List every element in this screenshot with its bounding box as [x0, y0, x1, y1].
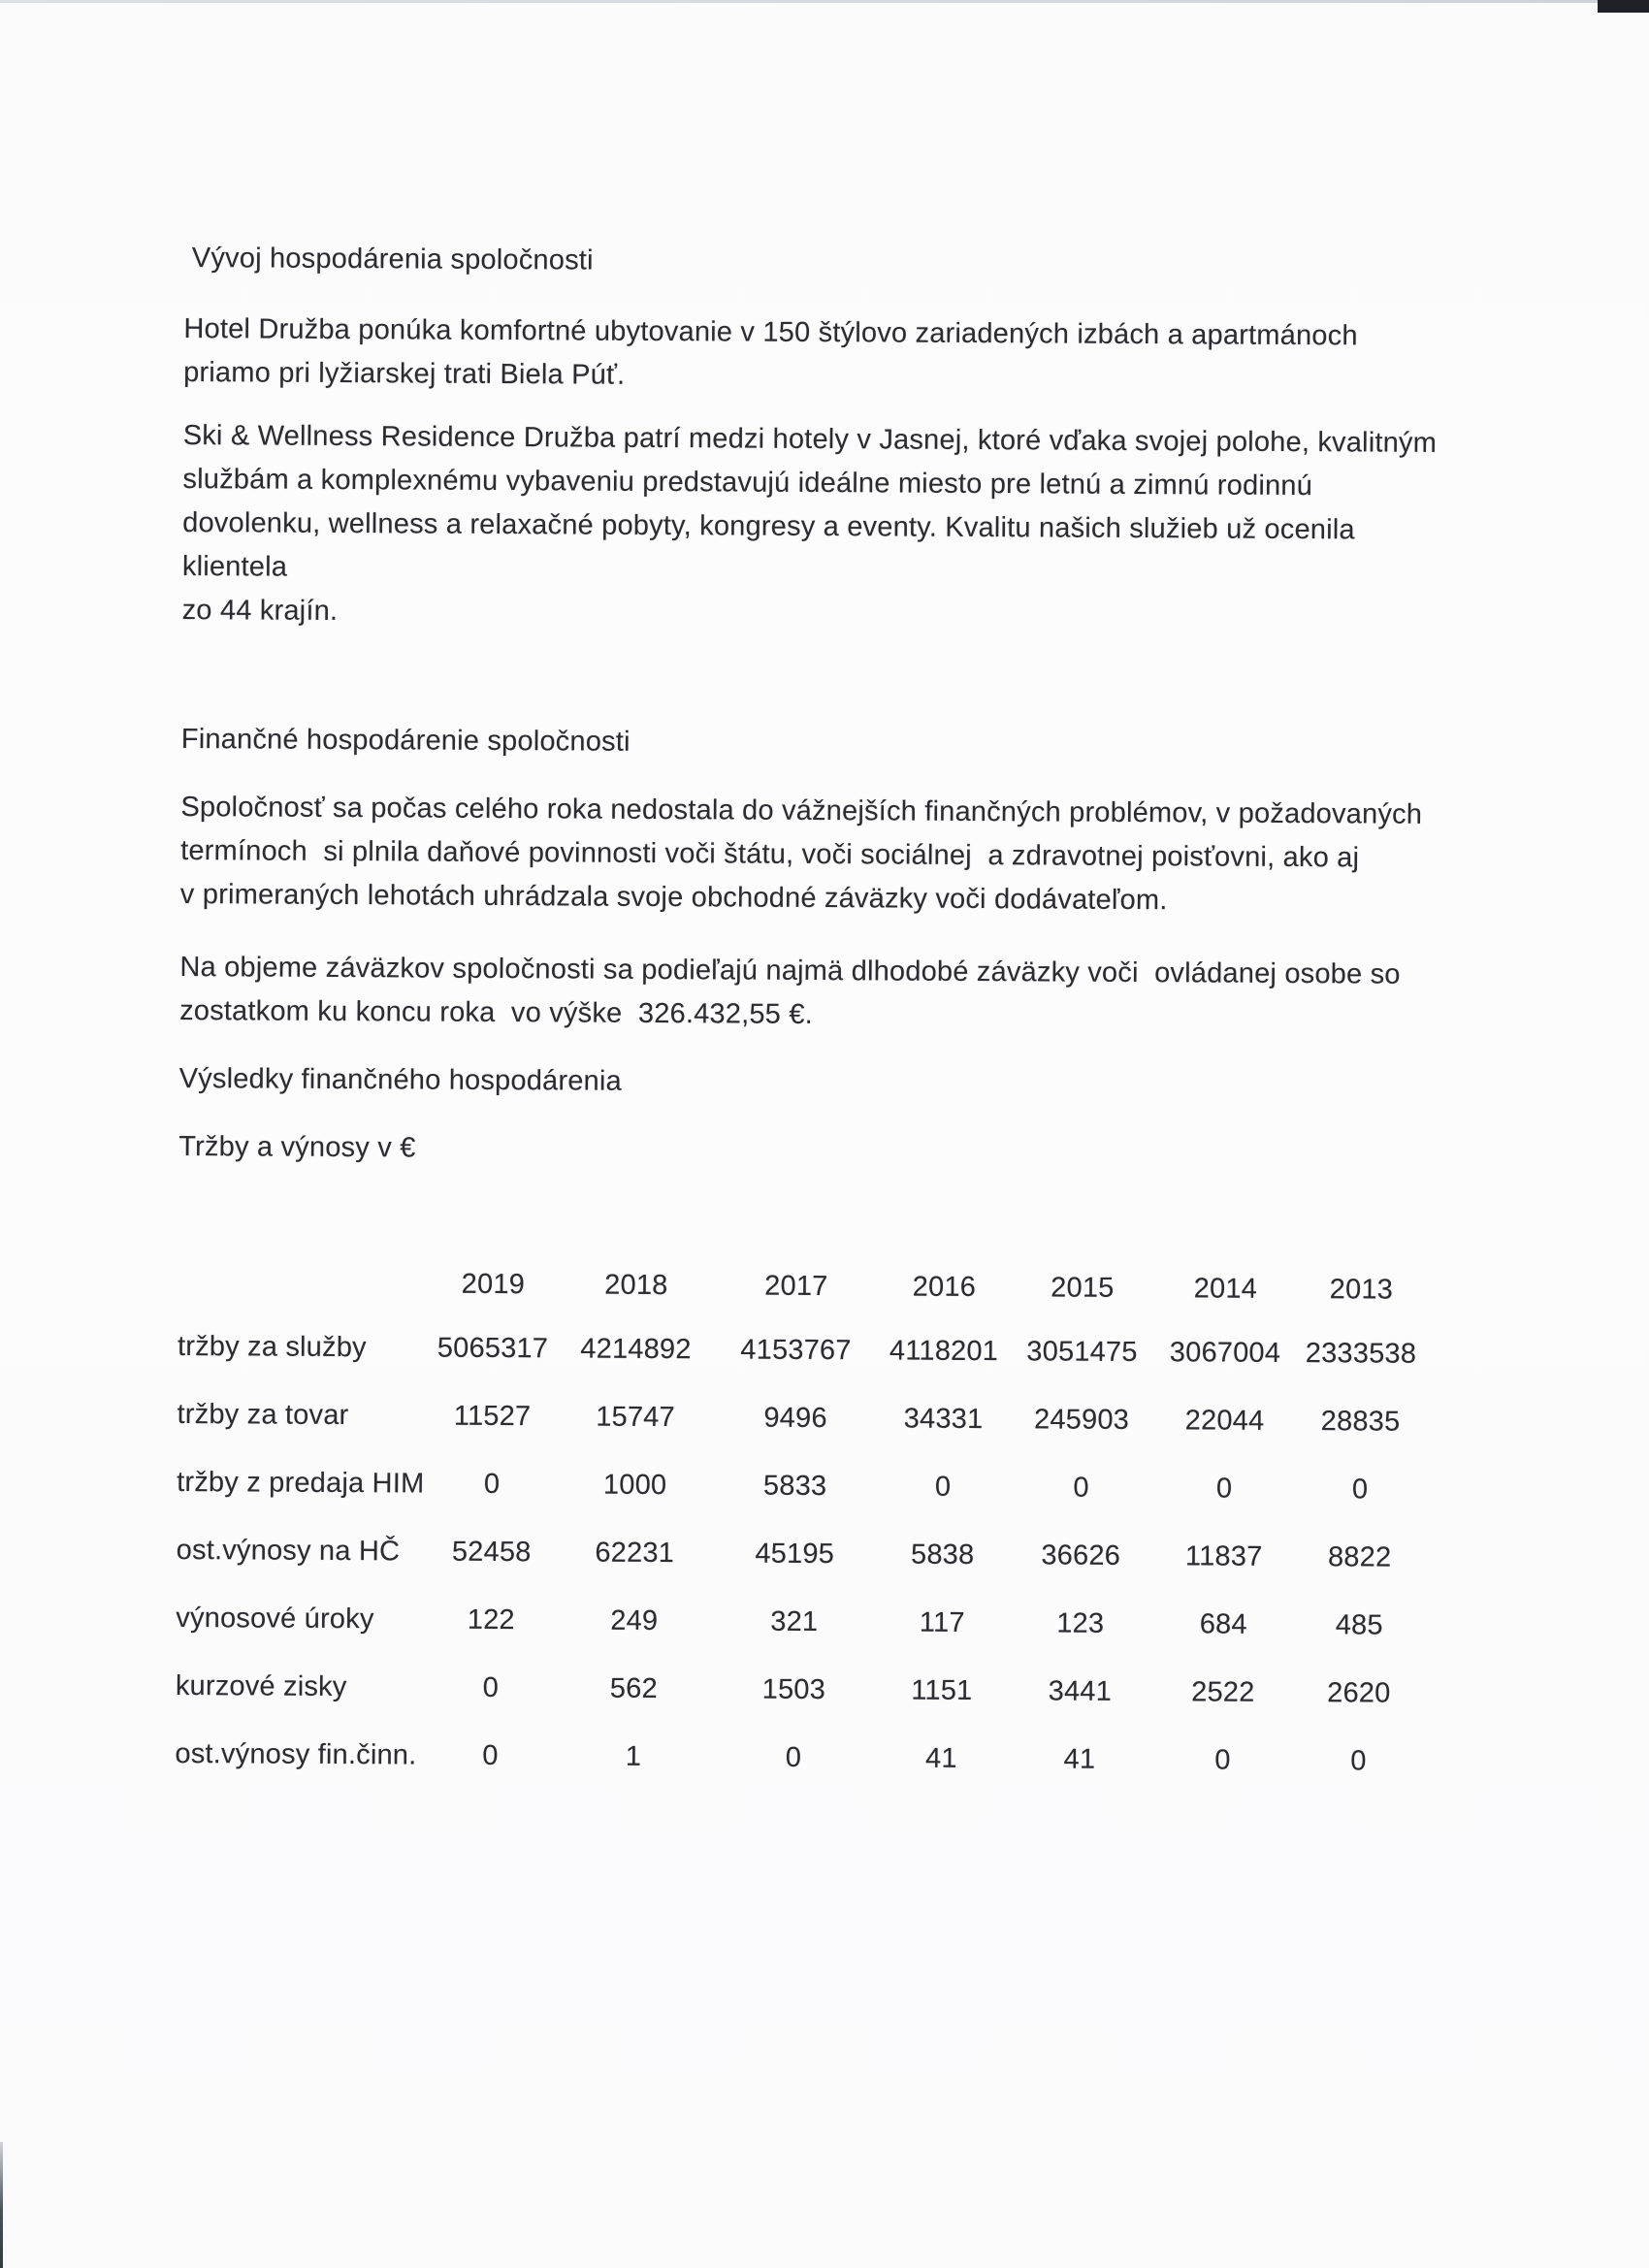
table-row-label: ost.výnosy fin.činn. [175, 1737, 417, 1771]
table-row [177, 1393, 1438, 1469]
table-value-cell: 1000 [602, 1469, 667, 1502]
table-value-cell: 0 [482, 1739, 499, 1772]
table-row [177, 1461, 1438, 1537]
table-value-cell: 2333538 [1305, 1338, 1417, 1370]
table-value-cell: 11837 [1184, 1540, 1263, 1572]
table-value-cell: 562 [609, 1672, 658, 1705]
table-value-cell: 0 [934, 1471, 952, 1503]
scan-top-edge-line [0, 0, 1649, 3]
table-value-cell: 9496 [763, 1402, 827, 1435]
table-value-cell: 245903 [1033, 1404, 1130, 1436]
document-content [175, 237, 1455, 1808]
table-value-cell: 45195 [755, 1538, 835, 1571]
table-row [176, 1597, 1437, 1672]
table-header-row [178, 1261, 1439, 1333]
table-value-cell: 249 [610, 1604, 659, 1637]
table-value-cell: 3051475 [1026, 1336, 1138, 1369]
text-line: zo 44 krajín. [181, 594, 339, 627]
table-value-cell: 28835 [1320, 1406, 1401, 1438]
table-value-cell: 4153767 [740, 1334, 852, 1367]
table-value-cell: 123 [1056, 1607, 1105, 1639]
text-line: Hotel Družba ponúka komfortné ubytovanie v 150 štýlovo zariadených izbách a apartmánoch [183, 312, 1358, 352]
paragraph-financial-obligations [180, 786, 1452, 924]
table-row [175, 1733, 1436, 1808]
text-line: priamo pri lyžiarskej trati Biela Púť. [183, 356, 626, 391]
table-value-cell: 117 [919, 1606, 965, 1638]
text-line: Spoločnosť sa počas celého roka nedostala do vážnejších finančných problémov, v požadovaných [180, 791, 1423, 830]
table-value-cell: 0 [482, 1671, 500, 1704]
table-value-cell: 11527 [453, 1400, 532, 1433]
text-line: termínoch si plnila daňové povinnosti voči štátu, voči sociálnej a zdravotnej poisťovni, ako aj [180, 834, 1360, 874]
table-row-label: kurzové zisky [175, 1669, 347, 1703]
table-row-label: tržby za tovar [177, 1398, 349, 1432]
table-row [176, 1665, 1437, 1740]
table-value-cell: 1151 [911, 1674, 973, 1706]
table-value-cell: 15747 [596, 1401, 676, 1434]
text-line: Na objeme záväzkov spoločnosti sa podieľajú najmä dlhodobé záväzky voči ovládanej osobe so [179, 951, 1401, 990]
table-value-cell: 4214892 [580, 1333, 692, 1366]
table-value-cell: 52458 [451, 1536, 532, 1569]
table-value-cell: 122 [467, 1604, 515, 1636]
table-value-cell: 5833 [762, 1470, 827, 1503]
table-value-cell: 0 [1351, 1474, 1369, 1506]
scan-corner-mark [1598, 0, 1649, 13]
table-value-cell: 0 [1214, 1744, 1231, 1776]
table-year-header: 2019 [461, 1268, 526, 1301]
table-value-cell: 22044 [1184, 1405, 1265, 1437]
table-value-cell: 8822 [1327, 1541, 1392, 1573]
table-year-header: 2013 [1329, 1274, 1394, 1306]
text-line: v primeraných lehotách uhrádzala svoje obchodné záväzky voči dodávateľom. [179, 878, 1168, 917]
table-value-cell: 2522 [1191, 1676, 1255, 1708]
table-value-cell: 0 [1350, 1745, 1367, 1777]
heading-financial-results: Výsledky finančného hospodárenia [178, 1062, 623, 1097]
table-value-cell: 34331 [903, 1403, 984, 1436]
table-value-cell: 41 [1063, 1743, 1096, 1775]
revenues-table [175, 1261, 1439, 1808]
text-line: službám a komplexnému vybaveniu predstavujú ideálne miesto pre letnú a zimnú rodinnú [182, 463, 1313, 502]
table-year-header: 2017 [764, 1270, 828, 1303]
table-value-cell: 1503 [761, 1673, 826, 1706]
table-value-cell: 321 [770, 1605, 819, 1638]
table-year-header: 2014 [1193, 1273, 1258, 1305]
table-value-cell: 4118201 [889, 1335, 999, 1368]
table-value-cell: 36626 [1041, 1539, 1121, 1571]
table-row [178, 1325, 1439, 1401]
table-value-cell: 0 [1215, 1473, 1233, 1505]
scan-left-edge-line [0, 2142, 3, 2268]
table-value-cell: 2620 [1327, 1677, 1391, 1709]
paragraph-hotel-intro [183, 308, 1455, 403]
table-value-cell: 41 [924, 1742, 957, 1774]
table-year-header: 2015 [1051, 1272, 1115, 1304]
table-value-cell: 485 [1335, 1609, 1383, 1641]
table-value-cell: 5838 [910, 1539, 975, 1571]
text-line: dovolenku, wellness a relaxačné pobyty, kongresy a eventy. Kvalitu našich služieb už ocenila klientela [181, 506, 1364, 583]
text-line: zostatkom ku koncu roka vo výške 326.432,55 €. [179, 994, 814, 1030]
table-value-cell: 3067004 [1169, 1337, 1281, 1369]
table-value-cell: 62231 [595, 1537, 675, 1570]
table-row-label: ost.výnosy na HČ [176, 1534, 401, 1568]
table-year-header: 2018 [604, 1269, 668, 1302]
table-value-cell: 3441 [1048, 1675, 1113, 1707]
table-header-empty-cell [178, 1261, 421, 1263]
table-value-cell: 1 [625, 1740, 642, 1772]
table-row [176, 1529, 1437, 1604]
table-row-label: výnosové úroky [176, 1602, 374, 1636]
paragraph-ski-wellness [182, 414, 1454, 640]
text-line: Ski & Wellness Residence Družba patrí medzi hotely v Jasnej, ktoré vďaka svojej polohe, kvalitným [182, 419, 1438, 459]
table-body [175, 1325, 1439, 1808]
heading-revenues-title: Tržby a výnosy v € [178, 1130, 416, 1164]
table-value-cell: 0 [1073, 1472, 1089, 1504]
table-row-label: tržby z predaja HIM [177, 1466, 425, 1500]
table-value-cell: 684 [1199, 1608, 1247, 1640]
heading-company-development: Vývoj hospodárenia spoločnosti [191, 243, 594, 276]
table-row-label: tržby za služby [177, 1330, 367, 1364]
table-year-header: 2016 [912, 1271, 977, 1304]
paragraph-liabilities [179, 946, 1451, 1041]
table-value-cell: 0 [785, 1741, 802, 1773]
heading-financial-management: Finančné hospodárenie spoločnosti [180, 723, 630, 758]
table-value-cell: 5065317 [436, 1332, 549, 1365]
table-value-cell: 0 [483, 1468, 501, 1501]
